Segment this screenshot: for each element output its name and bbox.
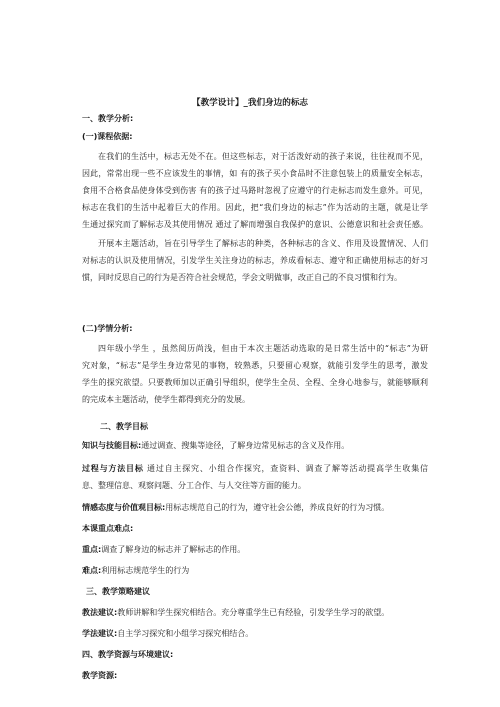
section-3-heading: 三、教学策略建议 xyxy=(86,587,150,596)
paragraph-1-line-1: 在我们的生活中，标志无处不在。但这些标志，对于活泼好动的孩子来说，往往视而不见， xyxy=(98,152,428,161)
teaching-method-label: 教法建议: xyxy=(82,608,118,617)
learning-method-label: 学法建议: xyxy=(82,629,118,638)
goal-emotion-text: 用标志规范自己的行为，遵守社会公德，养成良好的行为习惯。 xyxy=(165,503,390,512)
paragraph-3-line-3: 学生的探究欲望。只要教师加以正确引导组织，使学生全员、全程、全身心地参与，就能够顺利 xyxy=(82,378,428,387)
resources-label: 教学资源: xyxy=(82,671,118,680)
goal-process-line-1 xyxy=(82,464,428,474)
goal-knowledge xyxy=(82,441,349,451)
document-title: 【教学设计】_我们身边的标志 xyxy=(191,98,309,108)
key-point-label: 重点: xyxy=(82,545,102,554)
paragraph-1-line-4: 标志在我们的生活中起着巨大的作用。因此，把“我们身边的标志”作为活动的主题，就是让学 xyxy=(82,203,428,212)
learning-method-text: 自主学习探究和小组学习探究相结合。 xyxy=(117,629,254,638)
goal-knowledge-label: 知识与技能目标: xyxy=(82,441,142,450)
paragraph-2-line-3: 惯，同时反思自己的行为是否符合社会规范，学会文明做事，改正自己的不良习惯和行为。 xyxy=(82,273,402,282)
difficult-point xyxy=(82,566,189,576)
section-1-2-heading: (二)学情分析: xyxy=(82,324,133,333)
paragraph-2-line-2: 对标志的认识及使用情况，引发学生关注身边的标志，养成看标志、遵守和正确使用标志的好习 xyxy=(82,256,428,265)
paragraph-2-line-1: 开展本主题活动，旨在引导学生了解标志的种类，各种标志的含义、作用及设置情况、人们 xyxy=(98,239,428,248)
paragraph-3-line-4: 的完成本主题活动，使学生都得到充分的发展。 xyxy=(82,395,250,404)
difficult-point-label: 难点: xyxy=(82,566,102,575)
paragraph-1-line-5: 生通过探究而了解标志及其使用情况 通过了解而增强自我保护的意识、公德意识和社会责任感。 xyxy=(82,220,428,229)
teaching-method xyxy=(82,608,389,618)
goal-process-text-2: 息、整理信息、观察问题、分工合作、与人交往等方面的能力。 xyxy=(82,481,306,490)
section-1-1-heading: (一)课程依据: xyxy=(82,132,133,141)
keypoints-heading: 本课重点难点: xyxy=(82,524,134,533)
section-4-heading: 四、教学资源与环境建议: xyxy=(82,650,174,659)
teaching-method-text: 教师讲解和学生探究相结合。充分尊重学生已有经验，引发学生学习的欲望。 xyxy=(117,608,390,617)
goal-emotion xyxy=(82,503,389,513)
learning-method xyxy=(82,629,253,639)
goal-process-label: 过程与方法目标 xyxy=(82,464,144,473)
paragraph-3-line-2: 究对象，“标志”是学生身边常见的事物，较熟悉，只要留心观察，就能引发学生的思考，激发 xyxy=(82,361,428,370)
difficult-point-text: 利用标志规范学生的行为 xyxy=(101,566,190,575)
paragraph-1-line-2: 因此，常常出现一些不应该发生的事情，如 有的孩子买小食品时不注意包装上的质量安全标志， xyxy=(82,169,428,178)
goal-process-text-1: 通过自主探究、小组合作探究，查资料、调查了解等活动提高学生收集信 xyxy=(147,464,429,473)
goal-emotion-label: 情感态度与价值观目标: xyxy=(82,503,166,512)
key-point xyxy=(82,545,245,555)
section-2-heading: 二、教学目标 xyxy=(100,422,148,431)
key-point-text: 调查了解身边的标志并了解标志的作用。 xyxy=(101,545,246,554)
goal-knowledge-text: 通过调查、搜集等途径，了解身边常见标志的含义及作用。 xyxy=(141,441,350,450)
section-1-heading: 一、教学分析: xyxy=(82,114,134,123)
paragraph-3-line-1: 四年级小学生 ，虽然阅历尚浅，但由于本次主题活动选取的是日常生活中的“标志”为研 xyxy=(98,344,428,353)
paragraph-1-line-3: 食用不合格食品使身体受到伤害 有的孩子过马路时忽视了应遵守的行走标志而发生意外。可见， xyxy=(82,186,428,195)
